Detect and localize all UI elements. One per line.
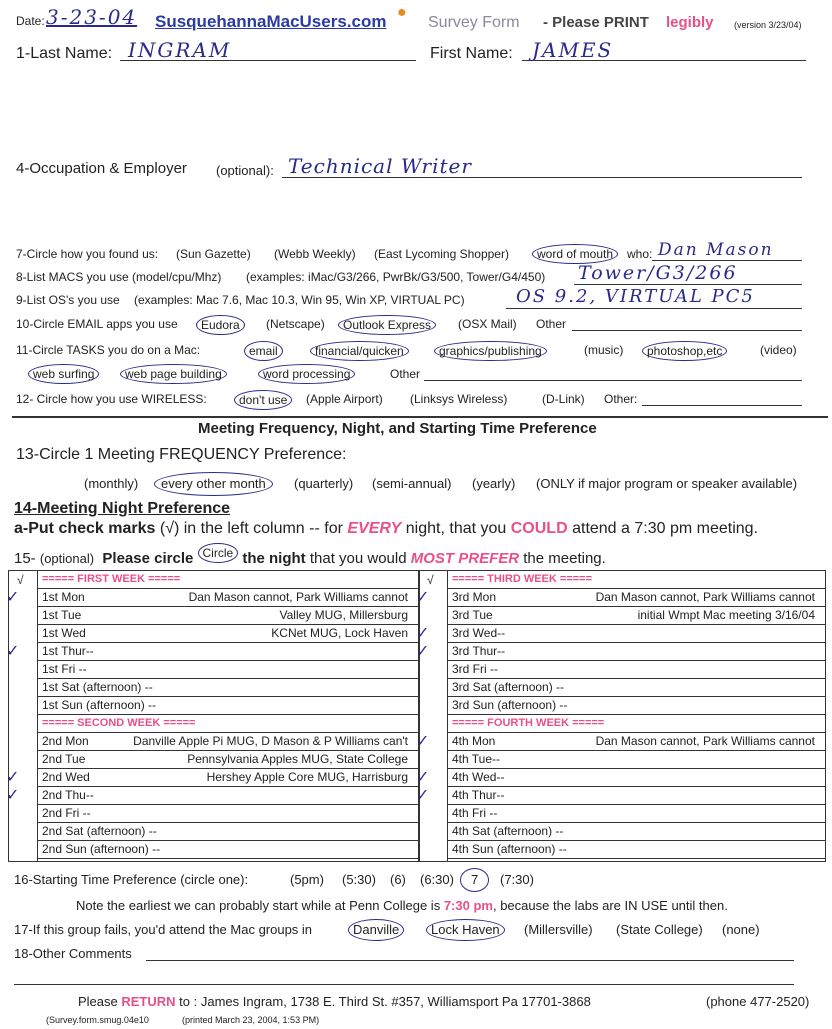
q10-option-osx-mail[interactable]: (OSX Mail) [458,317,517,331]
night-day: 2nd Sun (afternoon) -- [42,842,161,856]
q17-option-danville[interactable]: Danville [348,919,404,941]
q14-title: 14-Meeting Night Preference [14,500,231,517]
night-row[interactable] [448,697,825,715]
apple-logo-icon: ● [397,4,407,21]
q16-option-6[interactable]: (6) [390,872,406,887]
night-row[interactable] [416,733,825,751]
week-title: ===== SECOND WEEK ===== [42,717,196,729]
q7-option-sun-gazette[interactable]: (Sun Gazette) [176,247,251,261]
q17-label: 17-If this group fails, you'd attend the Mac groups in [14,922,313,937]
night-day: 1st Wed [42,626,86,640]
q11-option-email[interactable]: email [244,341,283,361]
last-name-field[interactable]: INGRAM [128,38,232,62]
q17-option-millersville[interactable]: (Millersville) [524,922,593,937]
footer-return: Please RETURN to : James Ingram, 1738 E. Third St. #357, Williamsport Pa 17701-3868 [78,994,591,1009]
circle-sample: Circle [198,543,239,563]
q8-field[interactable]: Tower/G3/266 [578,262,738,284]
q7-label: 7-Circle how you found us: [16,247,159,261]
check-mark-icon[interactable]: ✓ [6,589,20,606]
q17-option-state-college[interactable]: (State College) [616,922,703,937]
first-name-label: First Name: [430,45,513,62]
occupation-label: 4-Occupation & Employer [16,160,187,177]
q11-option-financial[interactable]: financial/quicken [310,341,409,361]
q7-option-east-lycoming[interactable]: (East Lycoming Shopper) [374,247,509,261]
print-instruction: - Please PRINT [543,14,649,31]
night-day: 2nd Tue [42,752,86,766]
night-row[interactable] [448,661,825,679]
night-row[interactable] [38,823,418,841]
night-day: 3rd Tue [452,608,493,622]
q17-option-lock-haven[interactable]: Lock Haven [426,919,505,941]
week-header [448,571,825,589]
week-header [38,715,418,733]
week-header [38,571,418,589]
check-mark-icon[interactable]: ✓ [6,643,20,660]
q16-option-630[interactable]: (6:30) [420,872,454,887]
q15-instruction: 15- (optional) Please circle Circle the night that you would MOST PREFER the meeting. [14,549,606,569]
q9-examples: (examples: Mac 7.6, Mac 10.3, Win 95, Win XP, VIRTUAL PC) [134,293,465,307]
night-day: 1st Thur-- [42,644,94,658]
occupation-field[interactable]: Technical Writer [288,154,472,178]
q16-option-730[interactable]: (7:30) [500,872,534,887]
night-row[interactable] [6,589,418,607]
occupation-optional: (optional): [216,163,274,178]
night-day: 3rd Thur-- [452,644,506,658]
right-column [416,571,825,861]
night-row[interactable] [38,697,418,715]
night-day: 1st Sun (afternoon) -- [42,698,157,712]
q11-label: 11-Circle TASKS you do on a Mac: [16,343,201,357]
q7-who-label: who: [627,247,653,261]
q7-option-webb-weekly[interactable]: (Webb Weekly) [274,247,356,261]
night-day: 4th Wed-- [452,770,505,784]
q13-label: 13-Circle 1 Meeting FREQUENCY Preference: [16,446,347,463]
night-table [8,570,826,862]
check-mark-icon[interactable]: ✓ [416,787,430,804]
q16-note: Note the earliest we can probably start while at Penn College is 7:30 pm, because the labs are IN USE until then. [76,898,728,913]
check-header-left: √ [17,573,24,587]
night-day: 2nd Wed [42,770,90,784]
night-day: 4th Sat (afternoon) -- [452,824,564,838]
night-row[interactable] [38,679,418,697]
q7-who-field[interactable]: Dan Mason [658,240,774,260]
check-mark-icon[interactable]: ✓ [416,643,430,660]
night-row[interactable] [448,607,825,625]
legibly-label: legibly [666,14,714,31]
q10-label: 10-Circle EMAIL apps you use [16,317,178,331]
night-day: 3rd Sat (afternoon) -- [452,680,565,694]
night-day: 4th Mon [452,734,496,748]
form-title: Survey Form [428,14,520,31]
last-name-label: 1-Last Name: [16,45,113,62]
check-mark-icon[interactable]: ✓ [416,625,430,642]
night-day: 1st Fri -- [42,662,87,676]
night-note: Dan Mason cannot, Park Williams cannot [595,590,815,604]
q10-option-eudora[interactable]: Eudora [196,315,245,335]
q13-option-major-program[interactable]: (ONLY if major program or speaker available) [536,476,798,491]
q10-option-netscape[interactable]: (Netscape) [266,317,325,331]
night-day: 1st Mon [42,590,85,604]
night-row[interactable] [6,769,418,787]
q7-option-word-of-mouth[interactable]: word of mouth [532,244,618,264]
q12-option-dont-use[interactable]: don't use [234,390,292,410]
q11-option-graphics[interactable]: graphics/publishing [434,341,547,361]
q13-option-quarterly[interactable]: (quarterly) [294,476,354,491]
night-row[interactable] [38,841,418,859]
first-name-field[interactable]: JAMES [532,38,614,62]
q11-option-web-page-building[interactable]: web page building [120,364,227,384]
night-day: 4th Fri -- [452,806,498,820]
night-day: 2nd Thu-- [42,788,94,802]
footer-file: (Survey.form.smug.04e10 [46,1015,149,1025]
q14-instruction: a-Put check marks (√) in the left column -- for EVERY night, that you COULD attend a 7:30 pm meeting. [14,520,758,537]
q12-option-dlink[interactable]: (D-Link) [542,392,585,406]
night-row[interactable] [448,805,825,823]
night-day: 3rd Mon [452,590,497,604]
q11-option-word-processing[interactable]: word processing [258,364,355,384]
q16-label: 16-Starting Time Preference (circle one): [14,872,249,887]
check-mark-icon[interactable]: ✓ [6,769,20,786]
night-note: KCNet MUG, Lock Haven [271,626,408,640]
section-title: Meeting Frequency, Night, and Starting Time Preference [198,420,597,437]
q16-option-7[interactable]: 7 [460,868,489,892]
q13-option-semi-annual[interactable]: (semi-annual) [372,476,452,491]
check-mark-icon[interactable]: ✓ [416,769,430,786]
night-row[interactable] [38,751,418,769]
night-row[interactable] [416,589,825,607]
q12-label: 12- Circle how you use WIRELESS: [16,392,207,406]
q11-option-video[interactable]: (video) [760,343,797,357]
night-day: 2nd Fri -- [42,806,91,820]
date-label: Date: [16,14,45,28]
q11-other-label: Other [390,367,421,381]
night-row[interactable] [448,823,825,841]
night-day: 1st Sat (afternoon) -- [42,680,153,694]
night-note: Dan Mason cannot, Park Williams cannot [595,734,815,748]
q10-other-label: Other [536,317,567,331]
footer-phone: (phone 477-2520) [706,994,810,1009]
comments-line-2[interactable] [14,984,794,985]
night-row[interactable] [6,643,418,661]
q12-option-linksys[interactable]: (Linksys Wireless) [410,392,508,406]
site-link[interactable]: SusquehannaMacUsers.com [155,12,387,31]
left-column [6,571,418,861]
q13-option-monthly[interactable]: (monthly) [84,476,139,491]
q13-option-every-other-month[interactable]: every other month [154,472,273,496]
q16-option-5pm[interactable]: (5pm) [290,872,324,887]
night-day: 1st Tue [42,608,82,622]
footer-printed: (printed March 23, 2004, 1:53 PM) [182,1015,320,1025]
night-row[interactable] [6,787,418,805]
night-day: 4th Sun (afternoon) -- [452,842,567,856]
q13-option-yearly[interactable]: (yearly) [472,476,516,491]
night-row[interactable] [416,625,825,643]
night-row[interactable] [38,625,418,643]
q18-label: 18-Other Comments [14,946,132,961]
q16-option-530[interactable]: (5:30) [342,872,376,887]
q9-field[interactable]: OS 9.2, VIRTUAL PC5 [516,286,755,307]
night-row[interactable] [38,733,418,751]
q17-option-none[interactable]: (none) [722,922,760,937]
night-note: Valley MUG, Millersburg [279,608,408,622]
night-row[interactable] [38,607,418,625]
night-row[interactable] [416,787,825,805]
night-day: 3rd Fri -- [452,662,498,676]
q8-examples: (examples: iMac/G3/266, PwrBk/G3/500, Tower/G4/450) [246,270,546,284]
check-mark-icon[interactable]: ✓ [416,589,430,606]
comments-line-1[interactable] [146,960,794,961]
night-day: 4th Tue-- [452,752,501,766]
night-note: Dan Mason cannot, Park Williams cannot [188,590,408,604]
night-note: Pennsylvania Apples MUG, State College [187,752,408,766]
week-title: ===== THIRD WEEK ===== [452,573,593,585]
check-mark-icon[interactable]: ✓ [416,733,430,750]
q11-option-web-surfing[interactable]: web surfing [28,364,99,384]
night-note: Hershey Apple Core MUG, Harrisburg [206,770,408,784]
night-row[interactable] [448,841,825,859]
week-header [448,715,825,733]
q11-option-music[interactable]: (music) [584,343,624,357]
night-row[interactable] [448,751,825,769]
night-row[interactable] [416,769,825,787]
night-row[interactable] [38,805,418,823]
night-day: 4th Thur-- [452,788,505,802]
night-row[interactable] [38,661,418,679]
q12-other-label: Other: [604,392,638,406]
night-day: 3rd Wed-- [452,626,506,640]
week-title: ===== FIRST WEEK ===== [42,573,181,585]
q8-label: 8-List MACS you use (model/cpu/Mhz) [16,270,222,284]
week-title: ===== FOURTH WEEK ===== [452,717,605,729]
q10-option-outlook-express[interactable]: Outlook Express [338,315,436,335]
night-note: Danville Apple Pi MUG, D Mason & P Williams can't [133,734,408,748]
night-row[interactable] [448,679,825,697]
night-day: 2nd Sat (afternoon) -- [42,824,157,838]
date-value[interactable]: 3-23-04 [46,5,138,29]
check-header-right: √ [427,573,434,587]
q12-option-apple-airport[interactable]: (Apple Airport) [306,392,383,406]
night-note: initial Wmpt Mac meeting 3/16/04 [637,608,815,622]
q11-option-photoshop[interactable]: photoshop,etc [642,341,727,361]
version-label: (version 3/23/04) [734,20,802,30]
night-day: 3rd Sun (afternoon) -- [452,698,568,712]
night-day: 2nd Mon [42,734,89,748]
check-mark-icon[interactable]: ✓ [6,787,20,804]
q9-label: 9-List OS's you use [16,293,120,307]
night-row[interactable] [416,643,825,661]
